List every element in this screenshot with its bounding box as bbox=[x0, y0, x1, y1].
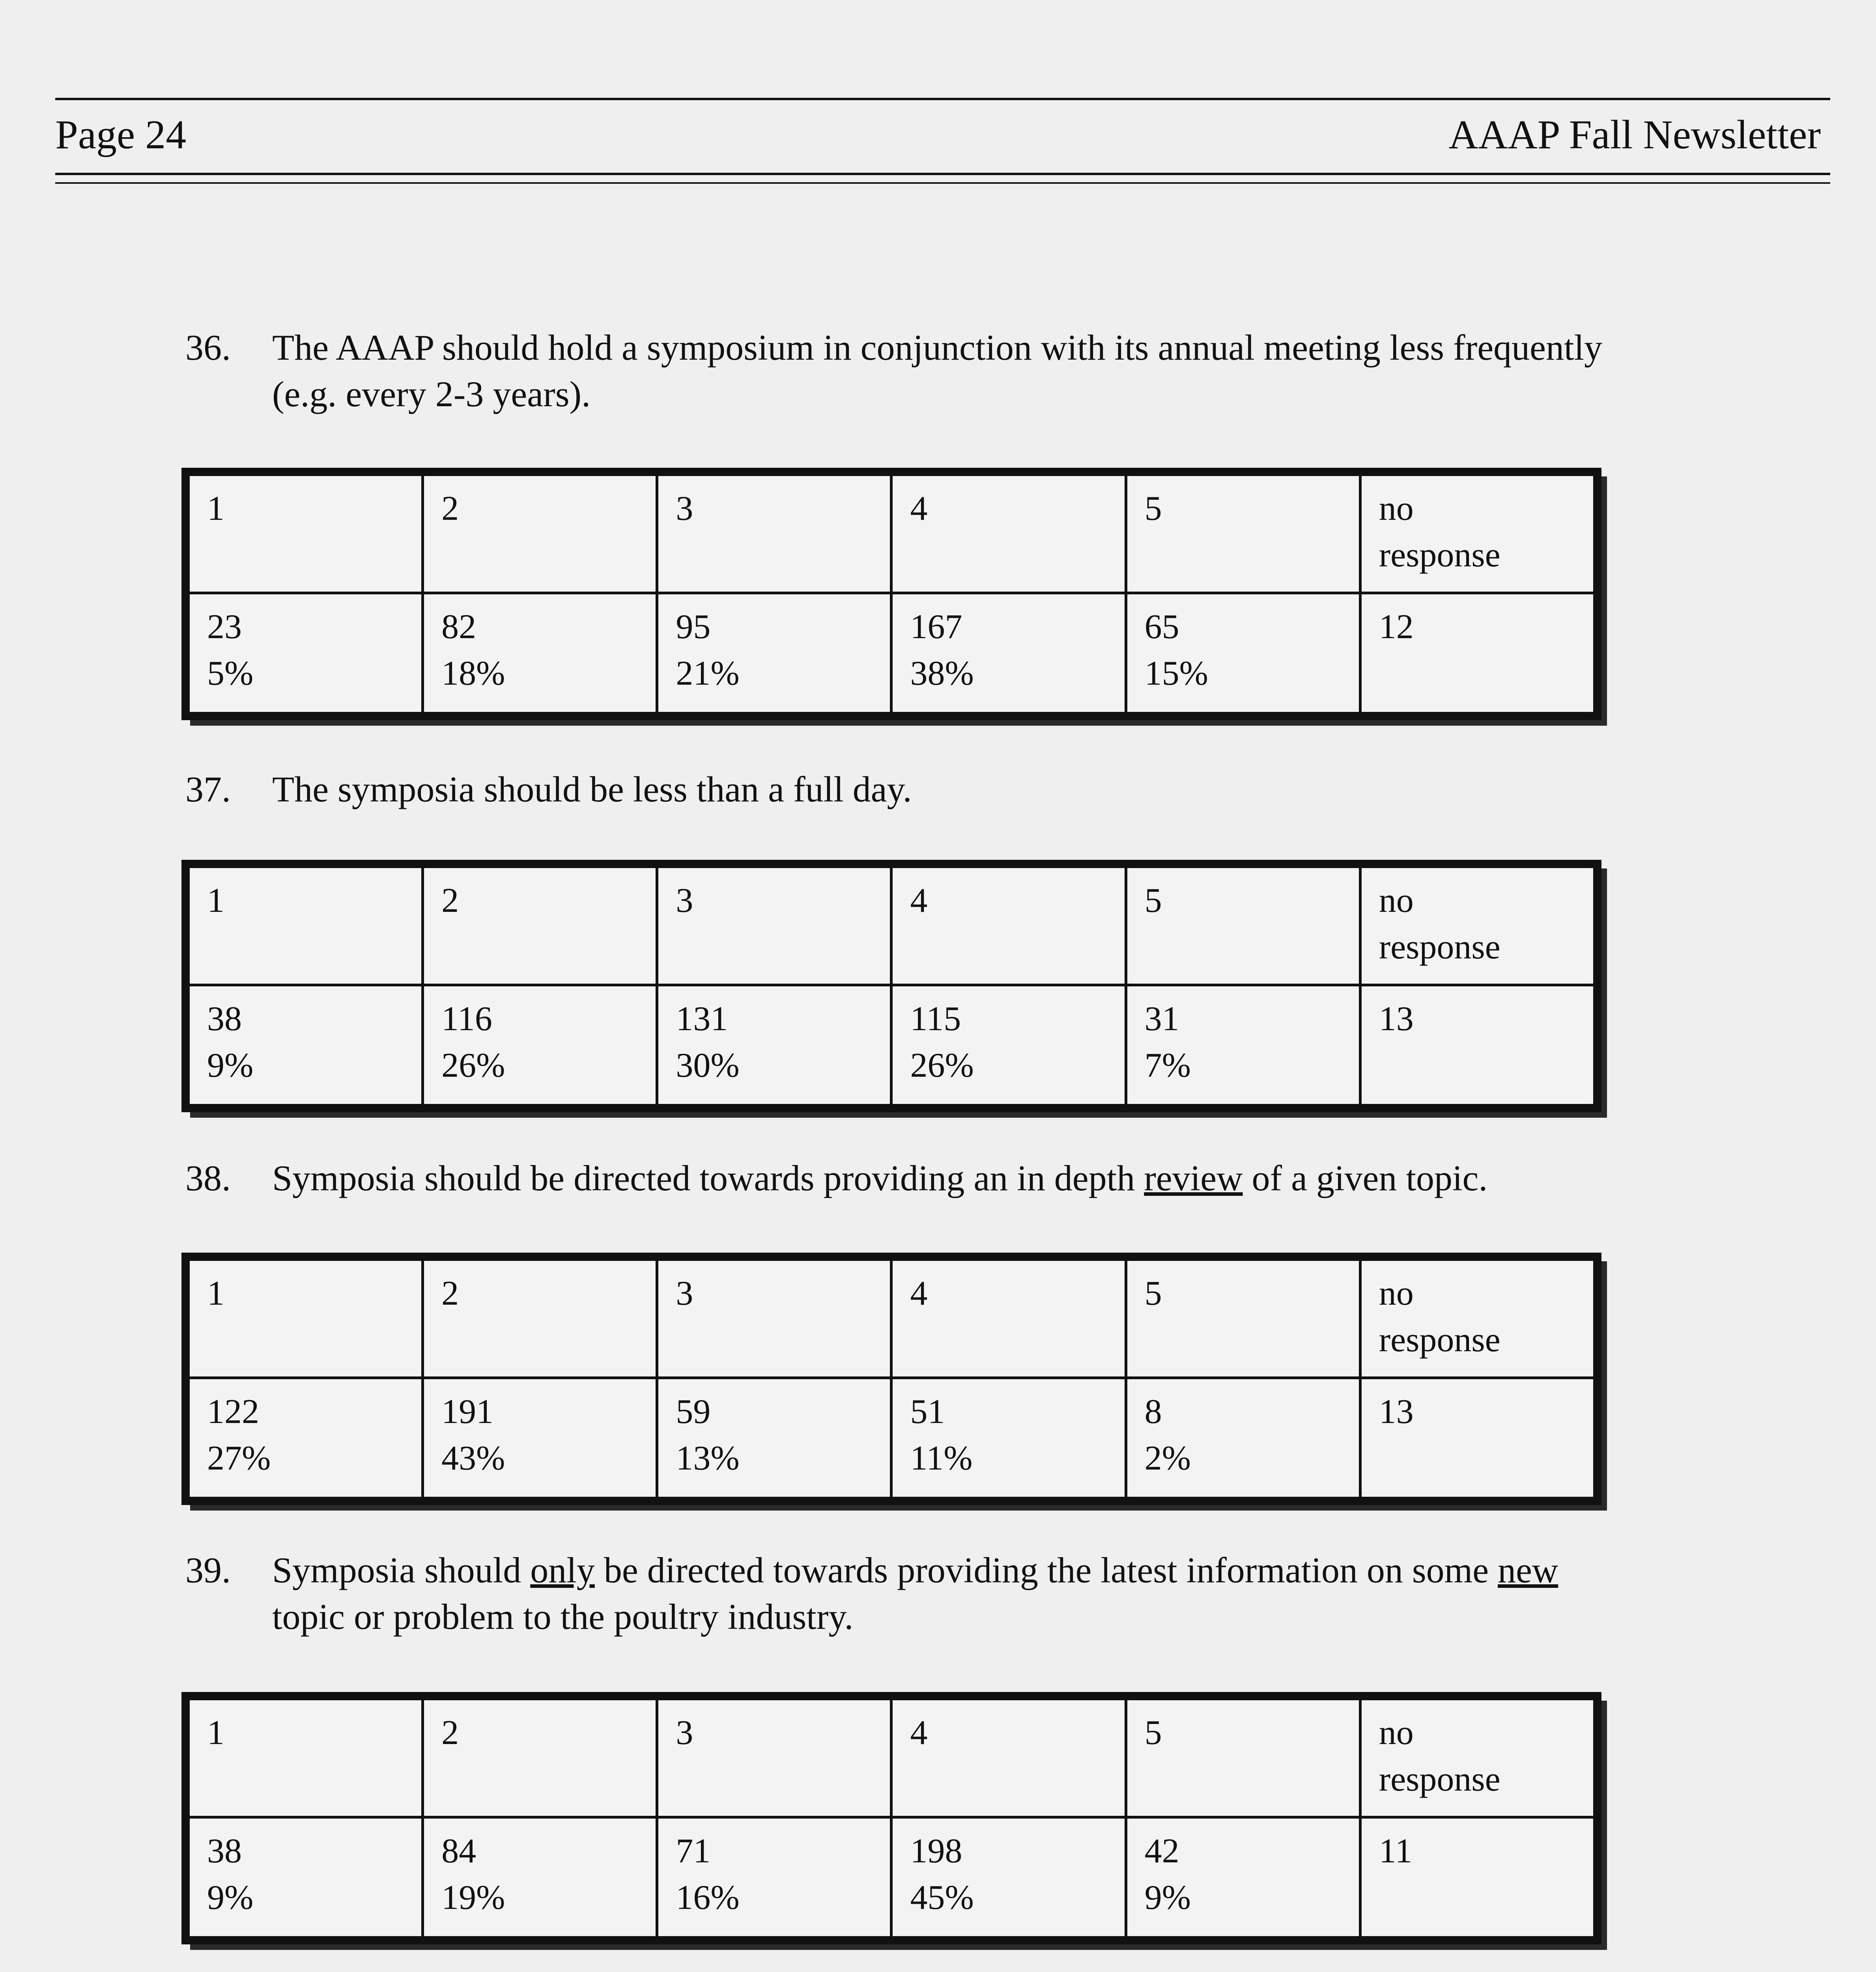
scale-header-1: 1 bbox=[189, 867, 423, 985]
scale-header-3: 3 bbox=[657, 1260, 891, 1378]
emphasis-new: new bbox=[1498, 1550, 1558, 1590]
value-cell-3: 95 21% bbox=[657, 593, 891, 713]
scale-header-no-response: no response bbox=[1360, 1699, 1594, 1817]
value-cell-4: 167 38% bbox=[891, 593, 1126, 713]
scale-header-2: 2 bbox=[423, 867, 657, 985]
value-cell-5: 65 15% bbox=[1126, 593, 1360, 713]
value-cell-3: 131 30% bbox=[657, 985, 891, 1106]
scale-header-1: 1 bbox=[189, 475, 423, 593]
scale-header-4: 4 bbox=[891, 1699, 1126, 1817]
value-cell-1: 38 9% bbox=[189, 1817, 423, 1938]
value-cell-4: 198 45% bbox=[891, 1817, 1126, 1938]
question-text: The AAAP should hold a symposium in conjunction with its annual meeting less frequently (e.g. every 2-3 years). bbox=[272, 327, 1603, 414]
scale-header-no-response: no response bbox=[1360, 475, 1594, 593]
scale-header-1: 1 bbox=[189, 1699, 423, 1817]
question-number: 39. bbox=[185, 1550, 231, 1590]
value-cell-5: 42 9% bbox=[1126, 1817, 1360, 1938]
value-cell-4: 51 11% bbox=[891, 1378, 1126, 1498]
scale-header-2: 2 bbox=[423, 1260, 657, 1378]
scale-header-1: 1 bbox=[189, 1260, 423, 1378]
response-table-37 bbox=[181, 860, 1601, 1112]
response-table-36 bbox=[181, 468, 1601, 720]
scale-header-2: 2 bbox=[423, 1699, 657, 1817]
question-36 bbox=[185, 324, 1743, 419]
scale-header-4: 4 bbox=[891, 475, 1126, 593]
value-cell-no-response: 12 bbox=[1360, 593, 1594, 713]
header-top-rule bbox=[55, 98, 1830, 100]
question-37 bbox=[185, 766, 1743, 813]
page-number: Page 24 bbox=[55, 112, 187, 157]
scale-header-5: 5 bbox=[1126, 867, 1360, 985]
value-cell-5: 8 2% bbox=[1126, 1378, 1360, 1498]
question-number: 38. bbox=[185, 1158, 231, 1198]
value-cell-1: 122 27% bbox=[189, 1378, 423, 1498]
scale-header-4: 4 bbox=[891, 867, 1126, 985]
scale-header-5: 5 bbox=[1126, 1260, 1360, 1378]
emphasis-only: only bbox=[530, 1550, 595, 1590]
question-38 bbox=[185, 1155, 1743, 1202]
scale-header-no-response: no response bbox=[1360, 1260, 1594, 1378]
question-number: 37. bbox=[185, 769, 231, 809]
scale-header-4: 4 bbox=[891, 1260, 1126, 1378]
value-cell-2: 82 18% bbox=[423, 593, 657, 713]
emphasis-review: review bbox=[1144, 1158, 1243, 1198]
question-text: Symposia should only be directed towards providing the latest information on some new topic or problem to the poultry industry. bbox=[272, 1550, 1558, 1637]
newsletter-title: AAAP Fall Newsletter bbox=[1448, 112, 1821, 157]
scale-header-no-response: no response bbox=[1360, 867, 1594, 985]
scale-header-5: 5 bbox=[1126, 475, 1360, 593]
question-text: The symposia should be less than a full day. bbox=[272, 769, 912, 809]
scale-header-3: 3 bbox=[657, 1699, 891, 1817]
scale-header-3: 3 bbox=[657, 867, 891, 985]
scale-header-5: 5 bbox=[1126, 1699, 1360, 1817]
header-bottom-rule-2 bbox=[55, 182, 1830, 184]
value-cell-no-response: 13 bbox=[1360, 985, 1594, 1106]
value-cell-4: 115 26% bbox=[891, 985, 1126, 1106]
value-cell-1: 23 5% bbox=[189, 593, 423, 713]
value-cell-3: 71 16% bbox=[657, 1817, 891, 1938]
value-cell-1: 38 9% bbox=[189, 985, 423, 1106]
value-cell-2: 191 43% bbox=[423, 1378, 657, 1498]
header-bottom-rule bbox=[55, 173, 1830, 175]
value-cell-2: 116 26% bbox=[423, 985, 657, 1106]
question-number: 36. bbox=[185, 327, 231, 368]
scale-header-2: 2 bbox=[423, 475, 657, 593]
question-39 bbox=[185, 1547, 1743, 1641]
value-cell-no-response: 11 bbox=[1360, 1817, 1594, 1938]
response-table-38 bbox=[181, 1253, 1601, 1505]
value-cell-5: 31 7% bbox=[1126, 985, 1360, 1106]
question-text: Symposia should be directed towards providing an in depth review of a given topic. bbox=[272, 1158, 1488, 1198]
value-cell-2: 84 19% bbox=[423, 1817, 657, 1938]
value-cell-3: 59 13% bbox=[657, 1378, 891, 1498]
scale-header-3: 3 bbox=[657, 475, 891, 593]
value-cell-no-response: 13 bbox=[1360, 1378, 1594, 1498]
response-table-39 bbox=[181, 1692, 1601, 1944]
